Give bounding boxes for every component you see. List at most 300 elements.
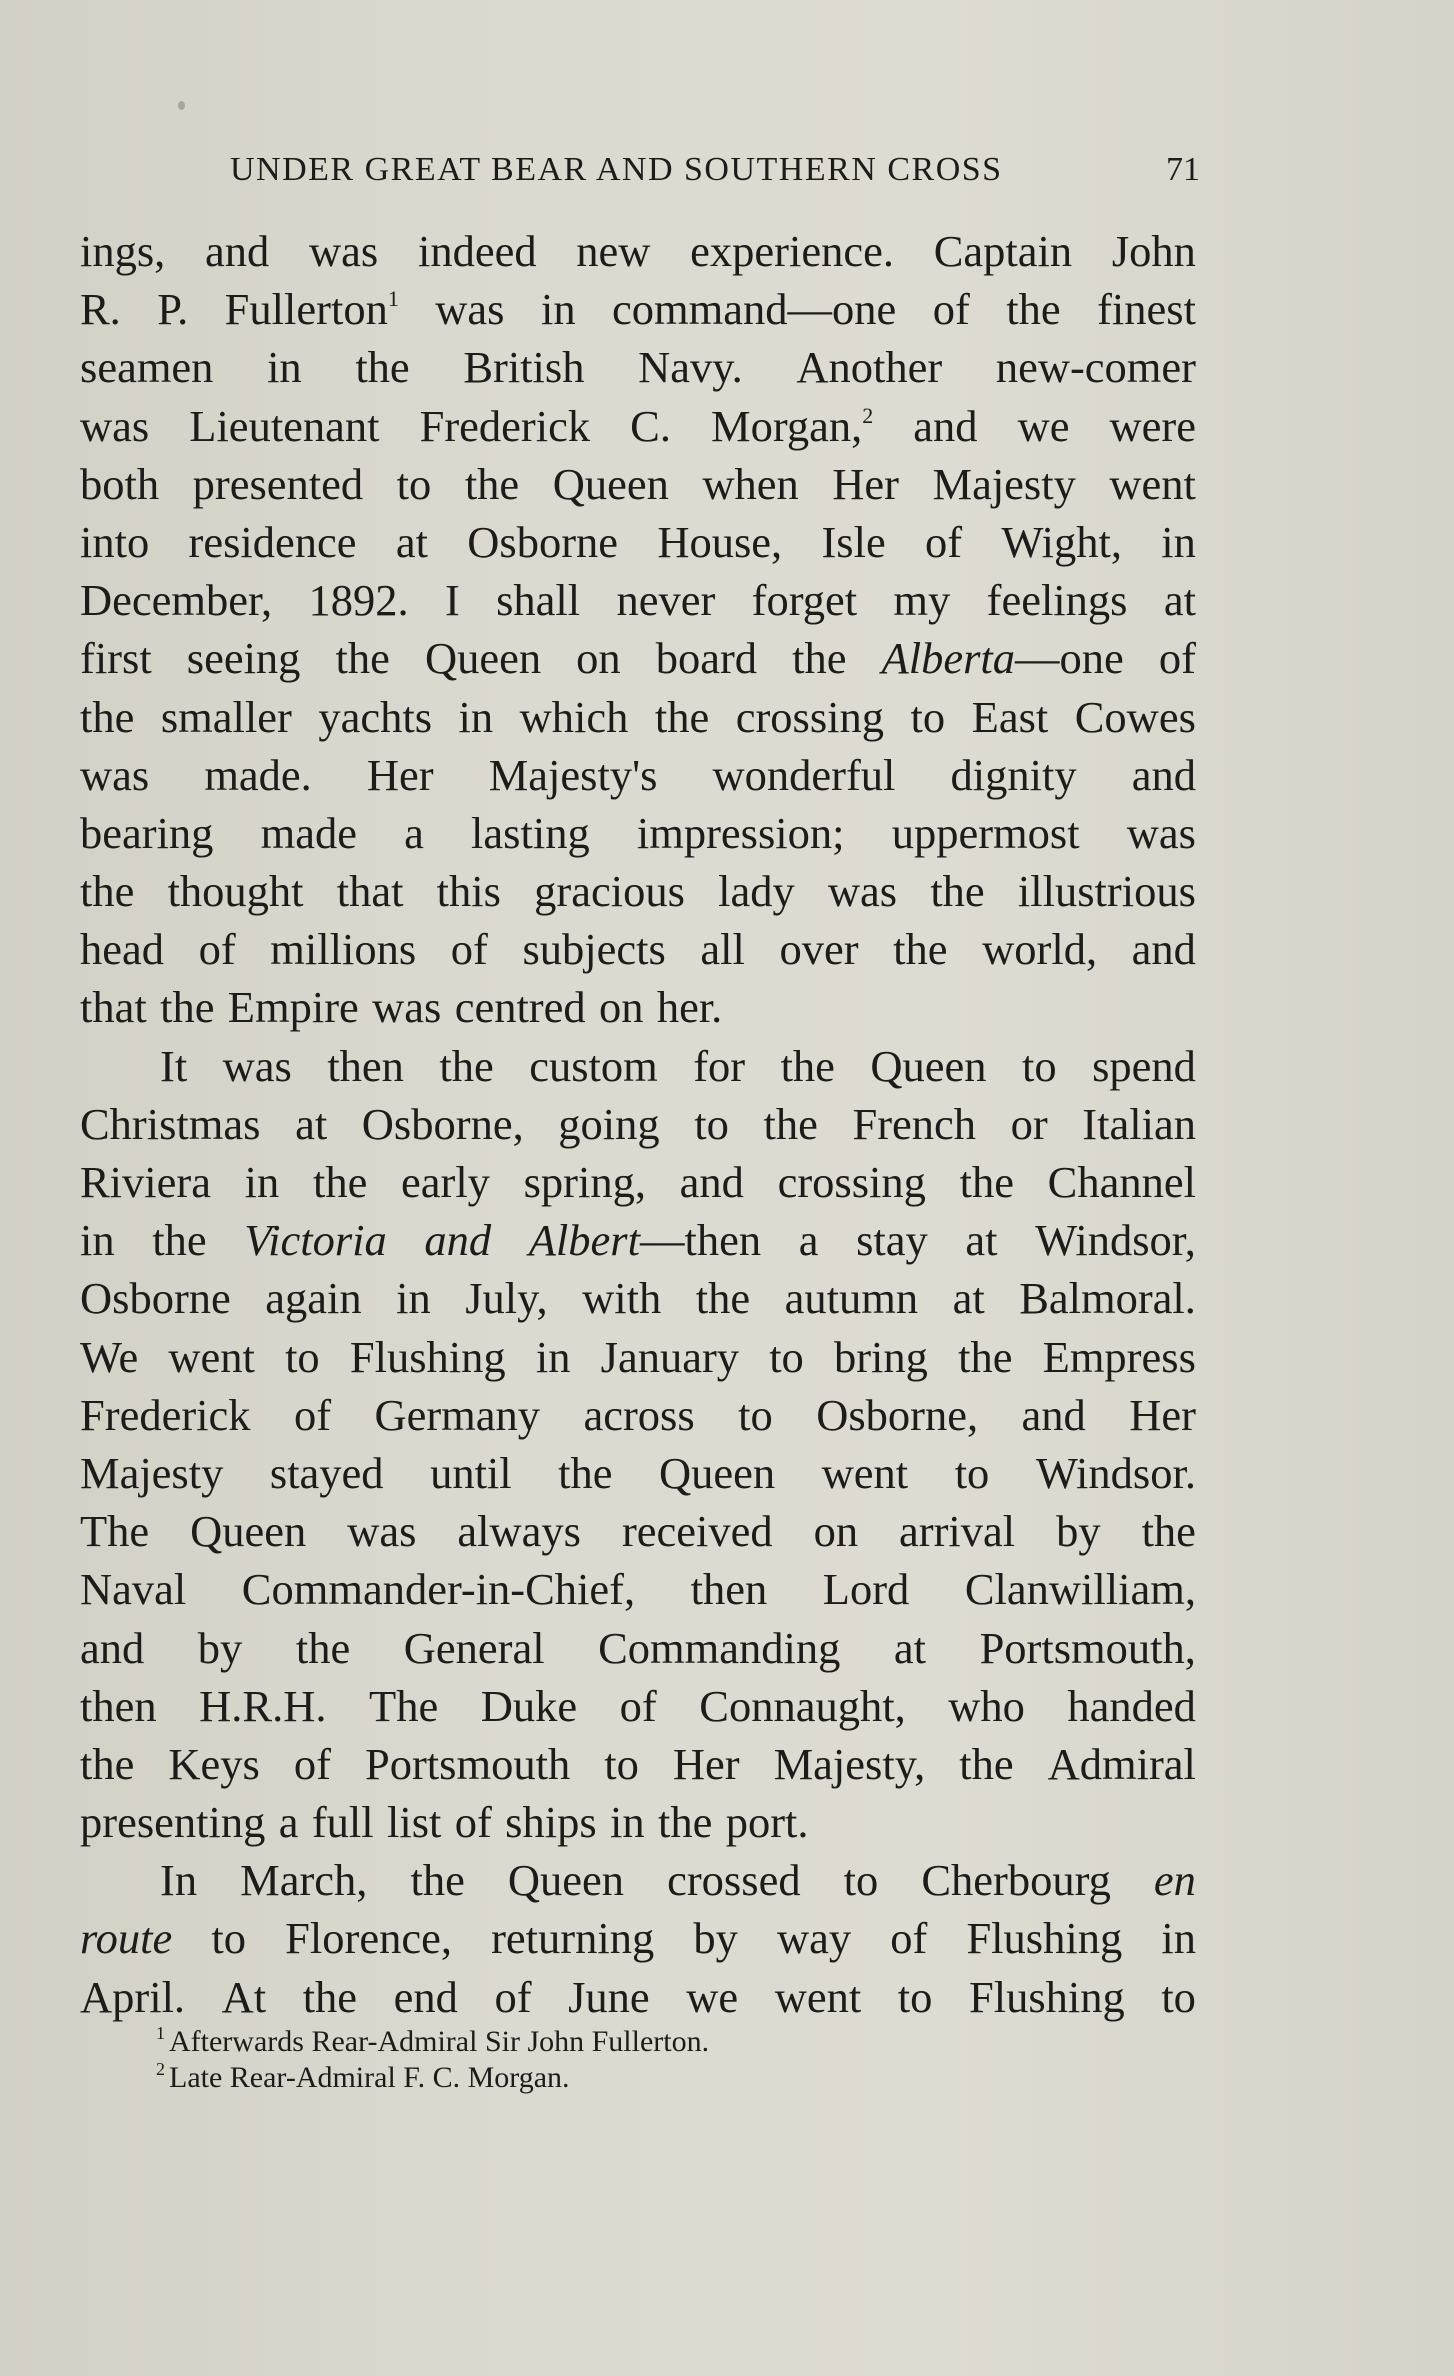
word: Queen [190,1506,307,1557]
word: the [1141,1506,1196,1557]
text-line [80,571,1196,629]
word: stay [856,1215,928,1266]
text-line [80,280,1196,338]
word: the [654,691,710,742]
word: the [958,1331,1013,1382]
word: the [695,1273,751,1324]
word: in [458,691,494,742]
word: was [1126,807,1196,858]
word: Flushing [349,1331,506,1382]
word: of [450,924,488,975]
word: that [336,866,404,917]
footnote-number: 1 [156,2023,165,2043]
word: of [1158,633,1196,684]
word: French [852,1098,977,1149]
word: going [558,1098,660,1149]
word: in [80,1215,115,1266]
text-line [80,1502,1196,1560]
word: the [355,342,410,393]
word: uppermost [891,807,1080,858]
word: January [600,1331,740,1382]
word: the [763,1098,818,1149]
word: Empire [227,982,359,1033]
word: I [444,575,460,626]
word: Wight, [1001,516,1122,567]
word: Osborne [80,1273,231,1324]
word: a [278,1797,299,1848]
text-line [80,513,1196,571]
word: with [582,1273,662,1324]
text-line [80,746,1196,804]
word: in [540,284,576,335]
word: handed [1067,1680,1196,1731]
text-line [80,920,1196,978]
word: Alberta—one [881,633,1124,684]
word: made. [204,749,312,800]
word: went [774,1971,862,2022]
word: smaller [160,691,292,742]
word: on [576,633,621,684]
word: head [80,924,165,975]
word: went [821,1447,909,1498]
word: thought [167,866,304,917]
word: of [925,516,963,567]
word: my [893,575,951,626]
word: received [621,1506,773,1557]
word: over [779,924,859,975]
word: Morgan,$^2$ [711,400,874,451]
word: Cowes [1074,691,1196,742]
word: Duke [480,1680,578,1731]
word: was [80,749,150,800]
word: of [454,1797,492,1848]
word: we [686,1971,739,2022]
word: Osborne, [816,1389,979,1440]
word: stayed [269,1447,384,1498]
word: then [327,1040,404,1091]
word: in [1161,1913,1196,1964]
word: illustrious [1017,866,1196,917]
word: spend [1092,1040,1196,1091]
word: and [1021,1389,1086,1440]
word: Florence, [285,1913,452,1964]
word: Her [672,1738,740,1789]
footnote-marker: 1 [387,286,399,312]
word: her. [656,982,723,1033]
word: to [738,1389,773,1440]
word: Majesty's [488,749,658,800]
word: in [1161,516,1196,567]
word: in [244,1157,280,1207]
word: P. [157,284,189,335]
word: John [1111,226,1196,276]
footnotes [156,2024,1056,2096]
word: to [1161,1971,1196,2022]
word: Flushing [966,1913,1123,1964]
word: that [80,982,147,1033]
word: autumn [784,1273,919,1324]
word: Another [796,342,943,393]
word: the [1006,284,1061,335]
word: at [395,516,428,567]
word: command—one [612,284,897,335]
word: the [959,1738,1014,1789]
word: H.R.H. [199,1680,327,1731]
footnote-text: Late Rear-Admiral F. C. Morgan. [169,2061,570,2094]
word: the [312,1157,368,1207]
word: House, [657,516,783,567]
word: Naval [80,1564,187,1615]
word: Lord [822,1564,910,1615]
word: this [436,866,501,917]
word: at [965,1215,998,1266]
word: finest [1097,284,1196,335]
word: yachts [318,691,433,742]
word: the [439,1040,494,1091]
word: custom [529,1040,658,1091]
word: In [160,1855,198,1906]
running-header [230,150,1200,190]
word: crossing [777,1157,926,1207]
word: of [494,1971,532,2022]
word: Frederick [80,1389,251,1440]
word: and [679,1157,744,1207]
word: the [780,1040,835,1091]
word: was [347,1506,417,1557]
word: made [260,807,357,858]
word: the [160,982,215,1033]
word: Osborne, [361,1098,524,1149]
word: Windsor, [1035,1215,1196,1266]
word: and [205,226,270,276]
word: new [576,226,651,276]
text-line [80,1269,1196,1327]
word: the [152,1215,207,1266]
word: R. [80,284,121,335]
text-line [80,688,1196,746]
word: feelings [986,575,1128,626]
word: a [404,807,424,858]
word: Windsor. [1035,1447,1196,1498]
text-line [80,1328,1196,1386]
text-line [80,397,1196,455]
word: indeed [417,226,537,276]
word: and [80,1622,145,1673]
word: on [598,982,644,1033]
text-line [80,1677,1196,1735]
word: presented [192,458,364,509]
text-line [80,1211,1196,1269]
word: at [1163,575,1196,626]
word: way [776,1913,852,1964]
word: of [932,284,970,335]
word: and [424,1215,492,1266]
word: which [519,691,629,742]
word: Commanding [598,1622,841,1673]
word: Navy. [638,342,743,393]
word: Queen [507,1855,625,1906]
word: arrival [899,1506,1016,1557]
word: end [393,1971,458,2022]
word: in [396,1273,431,1324]
word: impression; [636,807,845,858]
word: Clanwilliam, [964,1564,1196,1615]
word: Flushing [968,1971,1125,2022]
word: we [1017,400,1070,451]
word: to [604,1738,639,1789]
word: at [893,1622,927,1673]
word: all [700,924,745,975]
footnote-number: 2 [156,2059,165,2079]
word: Germany [374,1389,541,1440]
word: April. [80,1971,186,2022]
word: route [80,1913,173,1964]
text-line [80,629,1196,687]
word: Albert—then [528,1215,762,1266]
word: to [910,691,946,742]
word: Balmoral. [1019,1273,1196,1324]
word: the [930,866,985,917]
word: Victoria [244,1215,387,1266]
word: until [430,1447,512,1498]
word: who [948,1680,1025,1731]
text-line [80,1095,1196,1153]
word: port. [725,1797,809,1848]
word: the [792,633,847,684]
word: Commander-in-Chief, [241,1564,636,1615]
word: shall [496,575,581,626]
text-line [80,1153,1196,1211]
word: experience. [690,226,894,276]
word: then [690,1564,768,1615]
word: the [80,866,135,917]
word: when [702,458,799,509]
word: was [309,226,379,276]
word: dignity [950,749,1077,800]
word: on [813,1506,859,1557]
word: was [435,284,505,335]
word: to [396,458,432,509]
word: the [410,1855,465,1906]
word: Portsmouth [364,1738,571,1789]
footnote-marker: 2 [862,402,874,428]
word: British [463,342,585,393]
word: Majesty, [773,1738,926,1789]
word: presenting [80,1797,266,1848]
word: June [568,1971,650,2022]
word: for [693,1040,746,1091]
word: Frederick [419,400,591,451]
footnote-text: Afterwards Rear-Admiral Sir John Fullerton. [169,2025,710,2058]
word: was [222,1040,292,1091]
text-line [80,455,1196,513]
word: never [616,575,716,626]
word: in [610,1797,645,1848]
word: Queen [552,458,669,509]
word: lady [718,866,795,917]
word: a [798,1215,819,1266]
word: at [952,1273,985,1324]
word: to [769,1331,804,1382]
word: seamen [80,342,214,393]
text-line [80,862,1196,920]
word: or [1010,1098,1048,1149]
word: General [403,1622,545,1673]
word: the [959,1157,1014,1207]
word: December, [80,575,273,626]
word: and [913,400,978,451]
word: to [954,1447,990,1498]
word: returning [491,1913,655,1964]
word: Admiral [1047,1738,1196,1789]
word: of [293,1738,331,1789]
word: Queen [659,1447,776,1498]
word: of [890,1913,928,1964]
word: the [302,1971,358,2022]
word: was [372,982,442,1033]
word: The [369,1680,439,1731]
word: 1892. [308,575,409,626]
word: the [335,633,390,684]
text-line [80,1793,1196,1851]
word: We [80,1331,139,1382]
word: gracious [534,866,685,917]
word: Italian [1082,1098,1196,1149]
word: the [657,1797,713,1848]
word: went [168,1331,255,1382]
word: Osborne [467,516,619,567]
word: new-comer [995,342,1196,393]
text-line [80,1909,1196,1967]
word: lasting [471,807,590,858]
word: bring [833,1331,928,1382]
word: at [295,1098,328,1149]
word: across [583,1389,695,1440]
word: by [693,1913,738,1964]
word: in [535,1331,571,1382]
word: spring, [523,1157,646,1207]
word: East [971,691,1049,742]
word: Channel [1047,1157,1196,1207]
word: bearing [80,807,214,858]
word: ings, [80,226,166,276]
text-line [80,804,1196,862]
word: C. [630,400,671,451]
word: Her [366,749,434,800]
word: of [293,1389,332,1440]
word: the [558,1447,613,1498]
running-title: UNDER GREAT BEAR AND SOUTHERN CROSS [230,151,1003,188]
text-line [80,1851,1196,1909]
text-line [80,1968,1196,2026]
text-line [80,1444,1196,1502]
word: to [285,1331,320,1382]
word: list [386,1797,442,1848]
word: full [311,1797,374,1848]
word: to [1021,1040,1057,1091]
word: crossing [735,691,885,742]
text-line [80,1386,1196,1444]
word: again [265,1273,362,1324]
word: and [1131,749,1196,800]
word: the [893,924,948,975]
word: Queen [424,633,542,684]
word: Empress [1042,1331,1196,1382]
word: always [457,1506,581,1557]
word: early [401,1157,490,1207]
word: seeing [186,633,301,684]
text-line [80,1560,1196,1618]
word: Her [1129,1389,1196,1440]
word: Keys [168,1738,260,1789]
word: Riviera [80,1157,211,1207]
word: world, [982,924,1098,975]
footnote-2 [156,2060,1056,2096]
word: to [843,1855,879,1906]
word: to [897,1971,933,2022]
text-line [80,1037,1196,1095]
word: millions [270,924,417,975]
word: board [655,633,758,684]
text-line [80,1619,1196,1677]
text-line [80,338,1196,396]
text-line [80,978,1196,1036]
text-line [80,222,1196,280]
word: the [80,1738,135,1789]
word: Queen [870,1040,987,1091]
word: Christmas [80,1098,261,1149]
word: subjects [522,924,666,975]
word: by [1056,1506,1101,1557]
word: then [80,1680,157,1731]
word: Her [832,458,899,509]
word: Connaught, [699,1680,906,1731]
word: went [1109,458,1196,509]
word: were [1109,400,1196,451]
word: en [1153,1855,1196,1906]
word: first [80,633,152,684]
word: was [80,400,150,451]
word: Majesty [80,1447,224,1498]
page-number: 71 [1166,151,1200,188]
word: Cherbourg [921,1855,1111,1906]
word: July, [465,1273,548,1324]
word: ships [505,1797,597,1848]
word: by [197,1622,243,1673]
footnote-1 [156,2024,1056,2060]
word: Isle [821,516,886,567]
word: Lieutenant [189,400,380,451]
word: Majesty [932,458,1076,509]
word: and [1131,924,1196,975]
word: At [221,1971,267,2022]
word: The [80,1506,150,1557]
word: the [295,1622,351,1673]
word: residence [188,516,357,567]
word: March, [240,1855,368,1906]
word: to [211,1913,247,1964]
word: into [80,516,150,567]
word: the [80,691,135,742]
word: It [160,1040,188,1091]
word: of [198,924,236,975]
word: Captain [933,226,1073,276]
word: was [827,866,898,917]
word: centred [454,982,586,1033]
word: the [464,458,520,509]
word: crossed [667,1855,801,1906]
word: Portsmouth, [979,1622,1196,1673]
